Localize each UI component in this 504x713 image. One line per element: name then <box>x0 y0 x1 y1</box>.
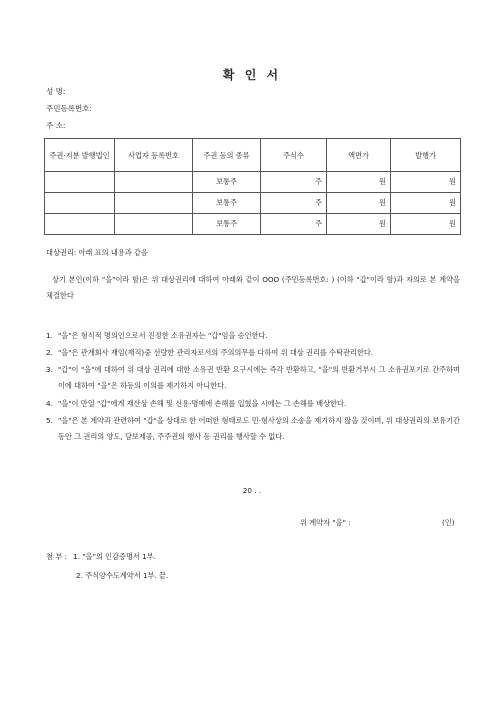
table-header: 주권·지분 발행법인 <box>45 139 115 172</box>
clause-number: 2. <box>46 348 53 357</box>
attachment-item: 1. "을"의 인감증명서 1부. <box>73 552 156 561</box>
table-header: 주식수 <box>261 139 327 172</box>
clause-item <box>46 345 460 361</box>
table-cell <box>45 214 115 235</box>
clause-text: "을"은 관계회사 재임(재직)중 선량한 관리자로서의 주의의무를 다하여 위 대상 권리를 수탁관리한다. <box>58 348 374 357</box>
clause-text: "을"이 만일 "갑"에게 재산상 손해 및 신용·명예에 손해를 입혔을 시에는 그 손해를 배상한다. <box>58 399 347 408</box>
table-row <box>45 214 461 235</box>
clause-item <box>46 362 460 394</box>
clause-item <box>46 396 460 412</box>
name-field <box>46 86 108 97</box>
table-row <box>45 172 461 193</box>
table-header: 사업자 등록번호 <box>115 139 193 172</box>
table-cell: 보통주 <box>193 214 261 235</box>
clause-item <box>46 413 460 445</box>
table-header: 액면가 <box>327 139 391 172</box>
seal-mark: (인) <box>442 518 455 527</box>
table-row <box>45 193 461 214</box>
table-cell: 원 <box>327 214 391 235</box>
table-header: 주권 등의 종류 <box>193 139 261 172</box>
clause-text: "을"은 본 계약과 관련하여 "갑"을 상대로 한 어떠한 형태로도 민·형사상의 소송을 제기하지 않을 것이며, 위 대상권리의 보유기간 동안 그 권리의 양도, 담보제공, 주주권의 행사 등 권리를 행사할 수 없다. <box>58 416 460 441</box>
clause-number: 5. <box>46 416 53 425</box>
table-cell: 원 <box>327 193 391 214</box>
table-cell: 보통주 <box>193 193 261 214</box>
table-cell: 주 <box>261 172 327 193</box>
table-cell <box>115 193 193 214</box>
table-header: 발행가 <box>391 139 461 172</box>
table-cell <box>115 172 193 193</box>
attachments-block <box>46 552 156 562</box>
date-line: 20 . . <box>242 486 262 495</box>
table-cell: 원 <box>391 193 461 214</box>
attachments-label: 첨 부 : <box>46 552 67 561</box>
table-cell: 주 <box>261 214 327 235</box>
clause-item <box>46 328 460 344</box>
clause-text: "갑"이 "을"에 대하여 위 대상 권리에 대한 소유권 반환 요구시에는 즉각 반환하고, "을"의 반환거부시 그 소유권포기로 간주하며 이에 대하여 "을"은 하등의 이의를 제기하지 아니한다. <box>58 365 460 390</box>
table-cell: 주 <box>261 193 327 214</box>
rights-table <box>44 138 461 235</box>
target-rights-note: 대상권리: 아래 표의 내용과 같음 <box>46 248 148 257</box>
table-cell <box>45 172 115 193</box>
resident-number-field <box>46 103 108 114</box>
table-cell: 원 <box>327 172 391 193</box>
table-cell: 보통주 <box>193 172 261 193</box>
table-cell <box>115 214 193 235</box>
clause-text: "을"은 형식적 명의인으로서 진정한 소유권자는 "갑"임을 승인한다. <box>58 331 268 340</box>
clause-number: 4. <box>46 399 53 408</box>
clause-number: 1. <box>46 331 53 340</box>
table-header-row <box>45 139 461 172</box>
intro-paragraph: 상기 본인(이하 "을"이라 함)은 위 대상권리에 대하여 아래와 같이 OOO (주민등록번호: ) (이하 "갑"이라 함)과 자의로 본 계약을 체결한다 <box>46 275 460 300</box>
signer-label: 위 계약자 "을" : <box>300 518 351 527</box>
resident-number-label: 주민등록번호: <box>46 104 92 113</box>
attachment-item: 2. 주식양수도계약서 1부. 끝. <box>76 571 169 580</box>
name-label: 성 명: <box>46 87 66 96</box>
clause-number: 3. <box>46 365 53 374</box>
address-label: 주 소: <box>46 121 66 130</box>
table-cell: 원 <box>391 172 461 193</box>
document-title: 확 인 서 <box>222 68 282 82</box>
table-cell <box>45 193 115 214</box>
address-field <box>46 120 108 131</box>
table-cell: 원 <box>391 214 461 235</box>
